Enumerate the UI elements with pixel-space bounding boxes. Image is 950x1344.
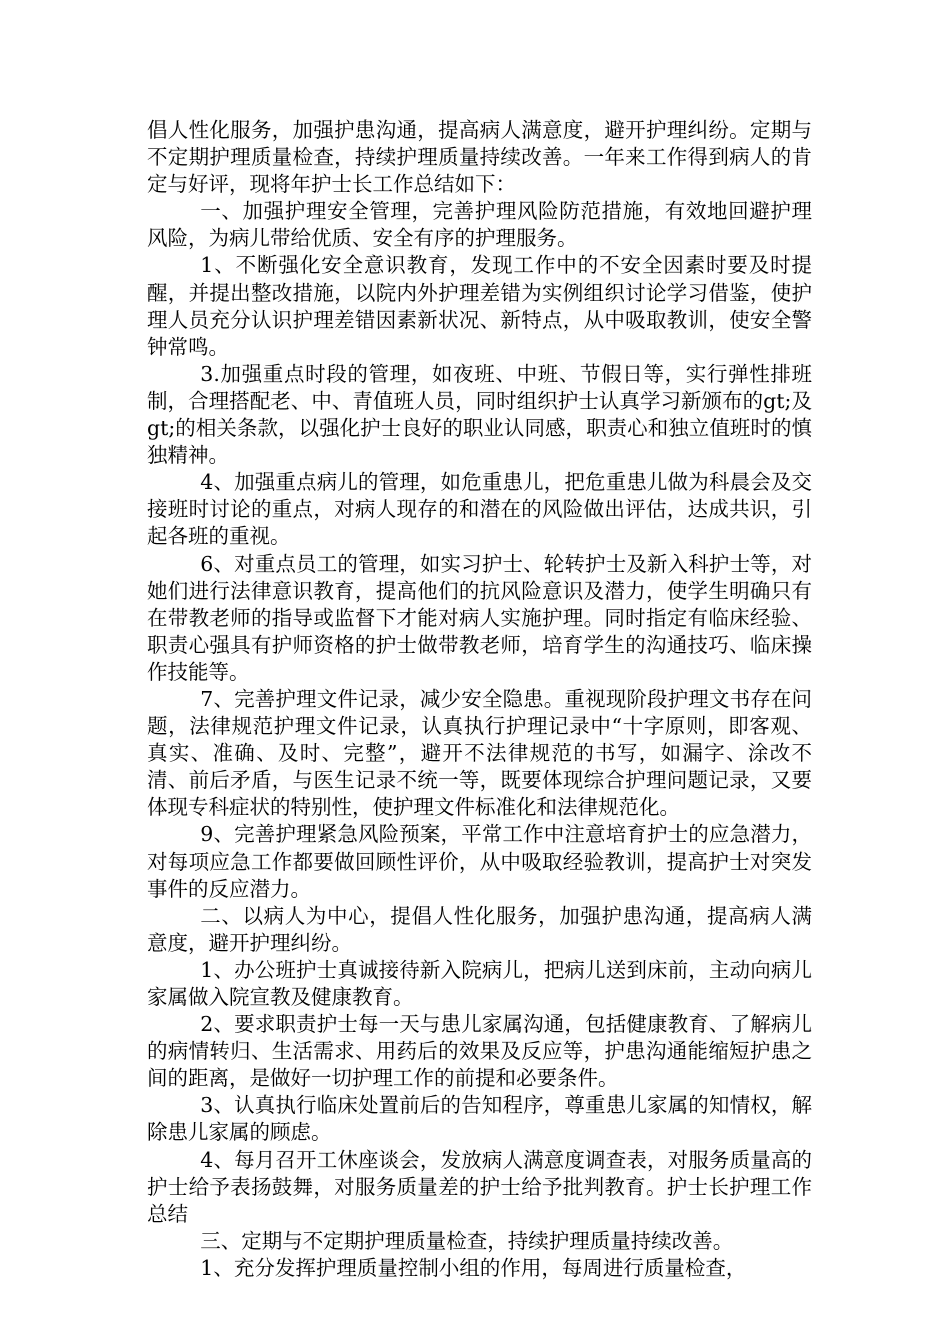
paragraph-item-2-2: 2、要求职责护士每一天与患儿家属沟通，包括健康教育、了解病儿的病情转归、生活需求、用药后的效果及反应等，护患沟通能缩短护患之间的距离，是做好一切护理工作的前提和必要条件。	[147, 1012, 812, 1091]
paragraph-item-2-3: 3、认真执行临床处置前后的告知程序，尊重患儿家属的知情权，解除患儿家属的顾虑。	[147, 1093, 812, 1145]
paragraph-section-3-heading: 三、定期与不定期护理质量检查，持续护理质量持续改善。	[200, 1228, 734, 1253]
paragraph-item-1-9: 9、完善护理紧急风险预案，平常工作中注意培育护士的应急潜力，对每项应急工作都要做回顾性评价，从中吸取经验教训，提高护士对突发事件的反应潜力。	[147, 822, 812, 901]
paragraph-item-1-7: 7、完善护理文件记录，减少安全隐患。重视现阶段护理文书存在问题，法律规范护理文件记录，认真执行护理记录中“十字原则，即客观、真实、准确、及时、完整”，避开不法律规范的书写，如漏字、涂改不清、前后矛盾，与医生记录不统一等，既要体现综合护理问题记录，又要体现专科症状的特别性，使护理文件标准化和法律规范化。	[147, 686, 812, 820]
paragraph-item-2-1: 1、办公班护士真诚接待新入院病儿，把病儿送到床前，主动向病儿家属做入院宣教及健康教育。	[147, 957, 812, 1009]
paragraph-section-1-heading: 一、加强护理安全管理，完善护理风险防范措施，有效地回避护理风险，为病儿带给优质、安全有序的护理服务。	[147, 199, 812, 251]
paragraph-item-2-4: 4、每月召开工休座谈会，发放病人满意度调查表，对服务质量高的护士给予表扬鼓舞，对服务质量差的护士给予批判教育。护士长护理工作总结	[147, 1147, 812, 1226]
paragraph-item-1-6: 6、对重点员工的管理，如实习护士、轮转护士及新入科护士等，对她们进行法律意识教育，提高他们的抗风险意识及潜力，使学生明确只有在带教老师的指导或监督下才能对病人实施护理。同时指定有临床经验、职责心强具有护师资格的护士做带教老师，培育学生的沟通技巧、临床操作技能等。	[147, 551, 812, 684]
paragraph-item-3-1: 1、充分发挥护理质量控制小组的作用，每周进行质量检查，	[200, 1255, 747, 1280]
paragraph-item-1-3: 3.加强重点时段的管理，如夜班、中班、节假日等，实行弹性排班制，合理搭配老、中、青值班人员，同时组织护士认真学习新颁布的gt;及gt;的相关条款，以强化护士良好的职业认同感，职责心和独立值班时的慎独精神。	[147, 361, 812, 468]
paragraph-item-1-1: 1、不断强化安全意识教育，发现工作中的不安全因素时要及时提醒，并提出整改措施，以院内外护理差错为实例组织讨论学习借鉴，使护理人员充分认识护理差错因素新状况、新特点，从中吸取教训，使安全警钟常鸣。	[147, 253, 812, 359]
paragraph-section-2-heading: 二、以病人为中心，提倡人性化服务，加强护患沟通，提高病人满意度，避开护理纠纷。	[147, 903, 812, 955]
paragraph-intro: 倡人性化服务，加强护患沟通，提高病人满意度，避开护理纠纷。定期与不定期护理质量检查，持续护理质量持续改善。一年来工作得到病人的肯定与好评，现将年护士长工作总结如下：	[147, 118, 812, 197]
document-body	[147, 117, 812, 1282]
paragraph-item-1-4: 4、加强重点病儿的管理，如危重患儿，把危重患儿做为科晨会及交接班时讨论的重点，对病人现存的和潜在的风险做出评估，达成共识，引起各班的重视。	[147, 470, 812, 549]
